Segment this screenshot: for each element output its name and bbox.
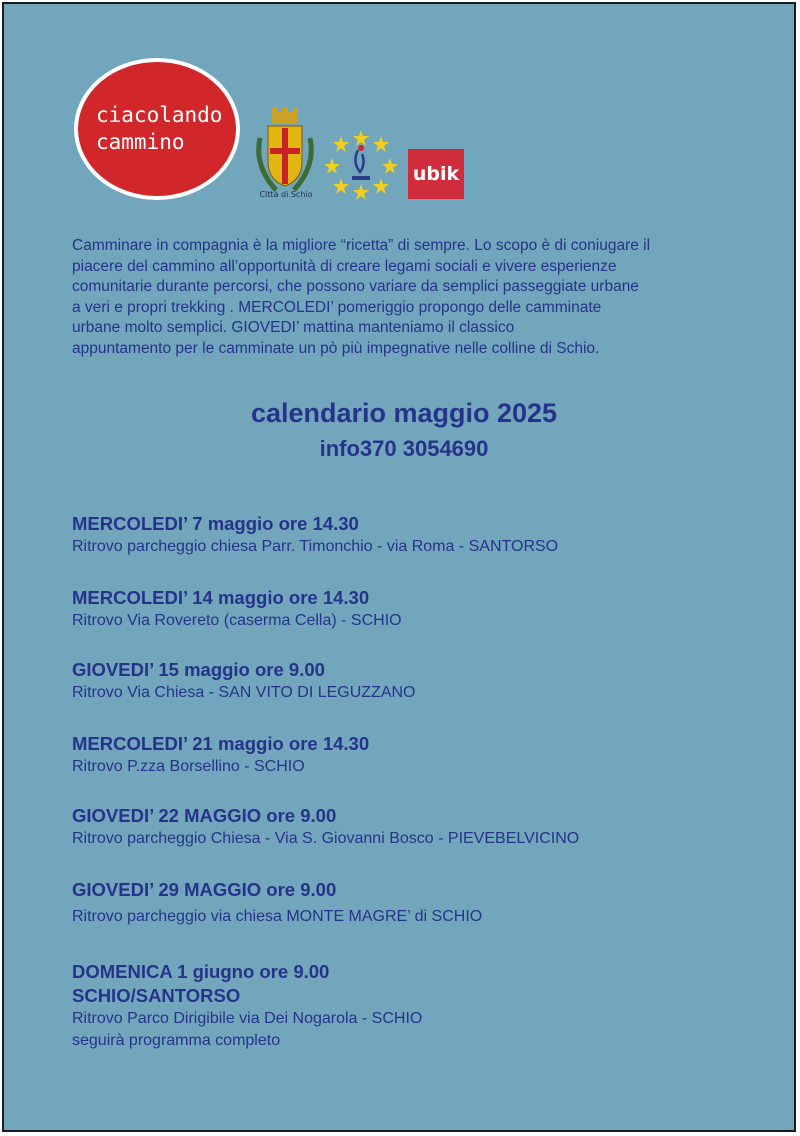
event-heading: GIOVEDI’ 22 MAGGIO ore 9.00 xyxy=(72,805,337,826)
poster xyxy=(2,2,796,1132)
event-details: Ritrovo Parco Dirigibile via Dei Nogarola - SCHIO xyxy=(72,1010,423,1027)
event-item xyxy=(72,732,772,778)
event-details: seguirà programma completo xyxy=(72,1032,281,1049)
logo-line-1: ciacolando xyxy=(96,103,223,127)
logo-line-2: cammino xyxy=(96,130,185,154)
event-heading: DOMENICA 1 giugno ore 9.00 xyxy=(72,961,330,982)
event-item xyxy=(72,960,772,1052)
event-heading: MERCOLEDI’ 14 maggio ore 14.30 xyxy=(72,587,370,608)
calendar-title: calendario maggio 2025 xyxy=(250,398,558,428)
event-details: Ritrovo P.zza Borsellino - SCHIO xyxy=(72,758,305,775)
event-details: Ritrovo parcheggio chiesa Parr. Timonchio - via Roma - SANTORSO xyxy=(72,538,559,555)
ubik-logo: ubik xyxy=(408,149,464,199)
eu-stars-logo-icon xyxy=(324,128,398,202)
event-item xyxy=(72,512,772,558)
ciacolando-cammino-logo xyxy=(74,58,240,200)
schio-crest-icon xyxy=(250,108,320,200)
event-item xyxy=(72,586,772,632)
calendar-info: info370 3054690 xyxy=(319,436,489,461)
event-details: Ritrovo parcheggio via chiesa MONTE MAGRE’ di SCHIO xyxy=(72,908,483,925)
event-details: Ritrovo Via Rovereto (caserma Cella) - SCHIO xyxy=(72,612,402,629)
event-details: Ritrovo parcheggio Chiesa - Via S. Giovanni Bosco - PIEVEBELVICINO xyxy=(72,830,580,847)
event-item xyxy=(72,658,772,704)
event-heading: GIOVEDI’ 29 MAGGIO ore 9.00 xyxy=(72,879,337,900)
event-heading: GIOVEDI’ 15 maggio ore 9.00 xyxy=(72,659,325,680)
event-item xyxy=(72,804,772,850)
event-heading: MERCOLEDI’ 21 maggio ore 14.30 xyxy=(72,733,370,754)
event-heading: MERCOLEDI’ 7 maggio ore 14.30 xyxy=(72,513,359,534)
event-item xyxy=(72,878,772,928)
event-subheading: SCHIO/SANTORSO xyxy=(72,985,241,1006)
event-details: Ritrovo Via Chiesa - SAN VITO DI LEGUZZANO xyxy=(72,684,416,701)
crest-caption: Città di Schio xyxy=(259,190,313,199)
intro-paragraph: Camminare in compagnia è la migliore “ricetta” di sempre. Lo scopo è di coniugare il piacere del cammino all’opportunità di creare legami sociali e vivere esperienze comunitarie durante percorsi, che possono variare da semplici passeggiate urbane a veri e propri trekking . MERCOLEDI’ pomeriggio propongo delle camminate urbane molto semplici. GIOVEDI’ mattina manteniamo il classico appuntamento per le camminate un pò più impegnative nelle colline di Schio. xyxy=(72,237,651,357)
